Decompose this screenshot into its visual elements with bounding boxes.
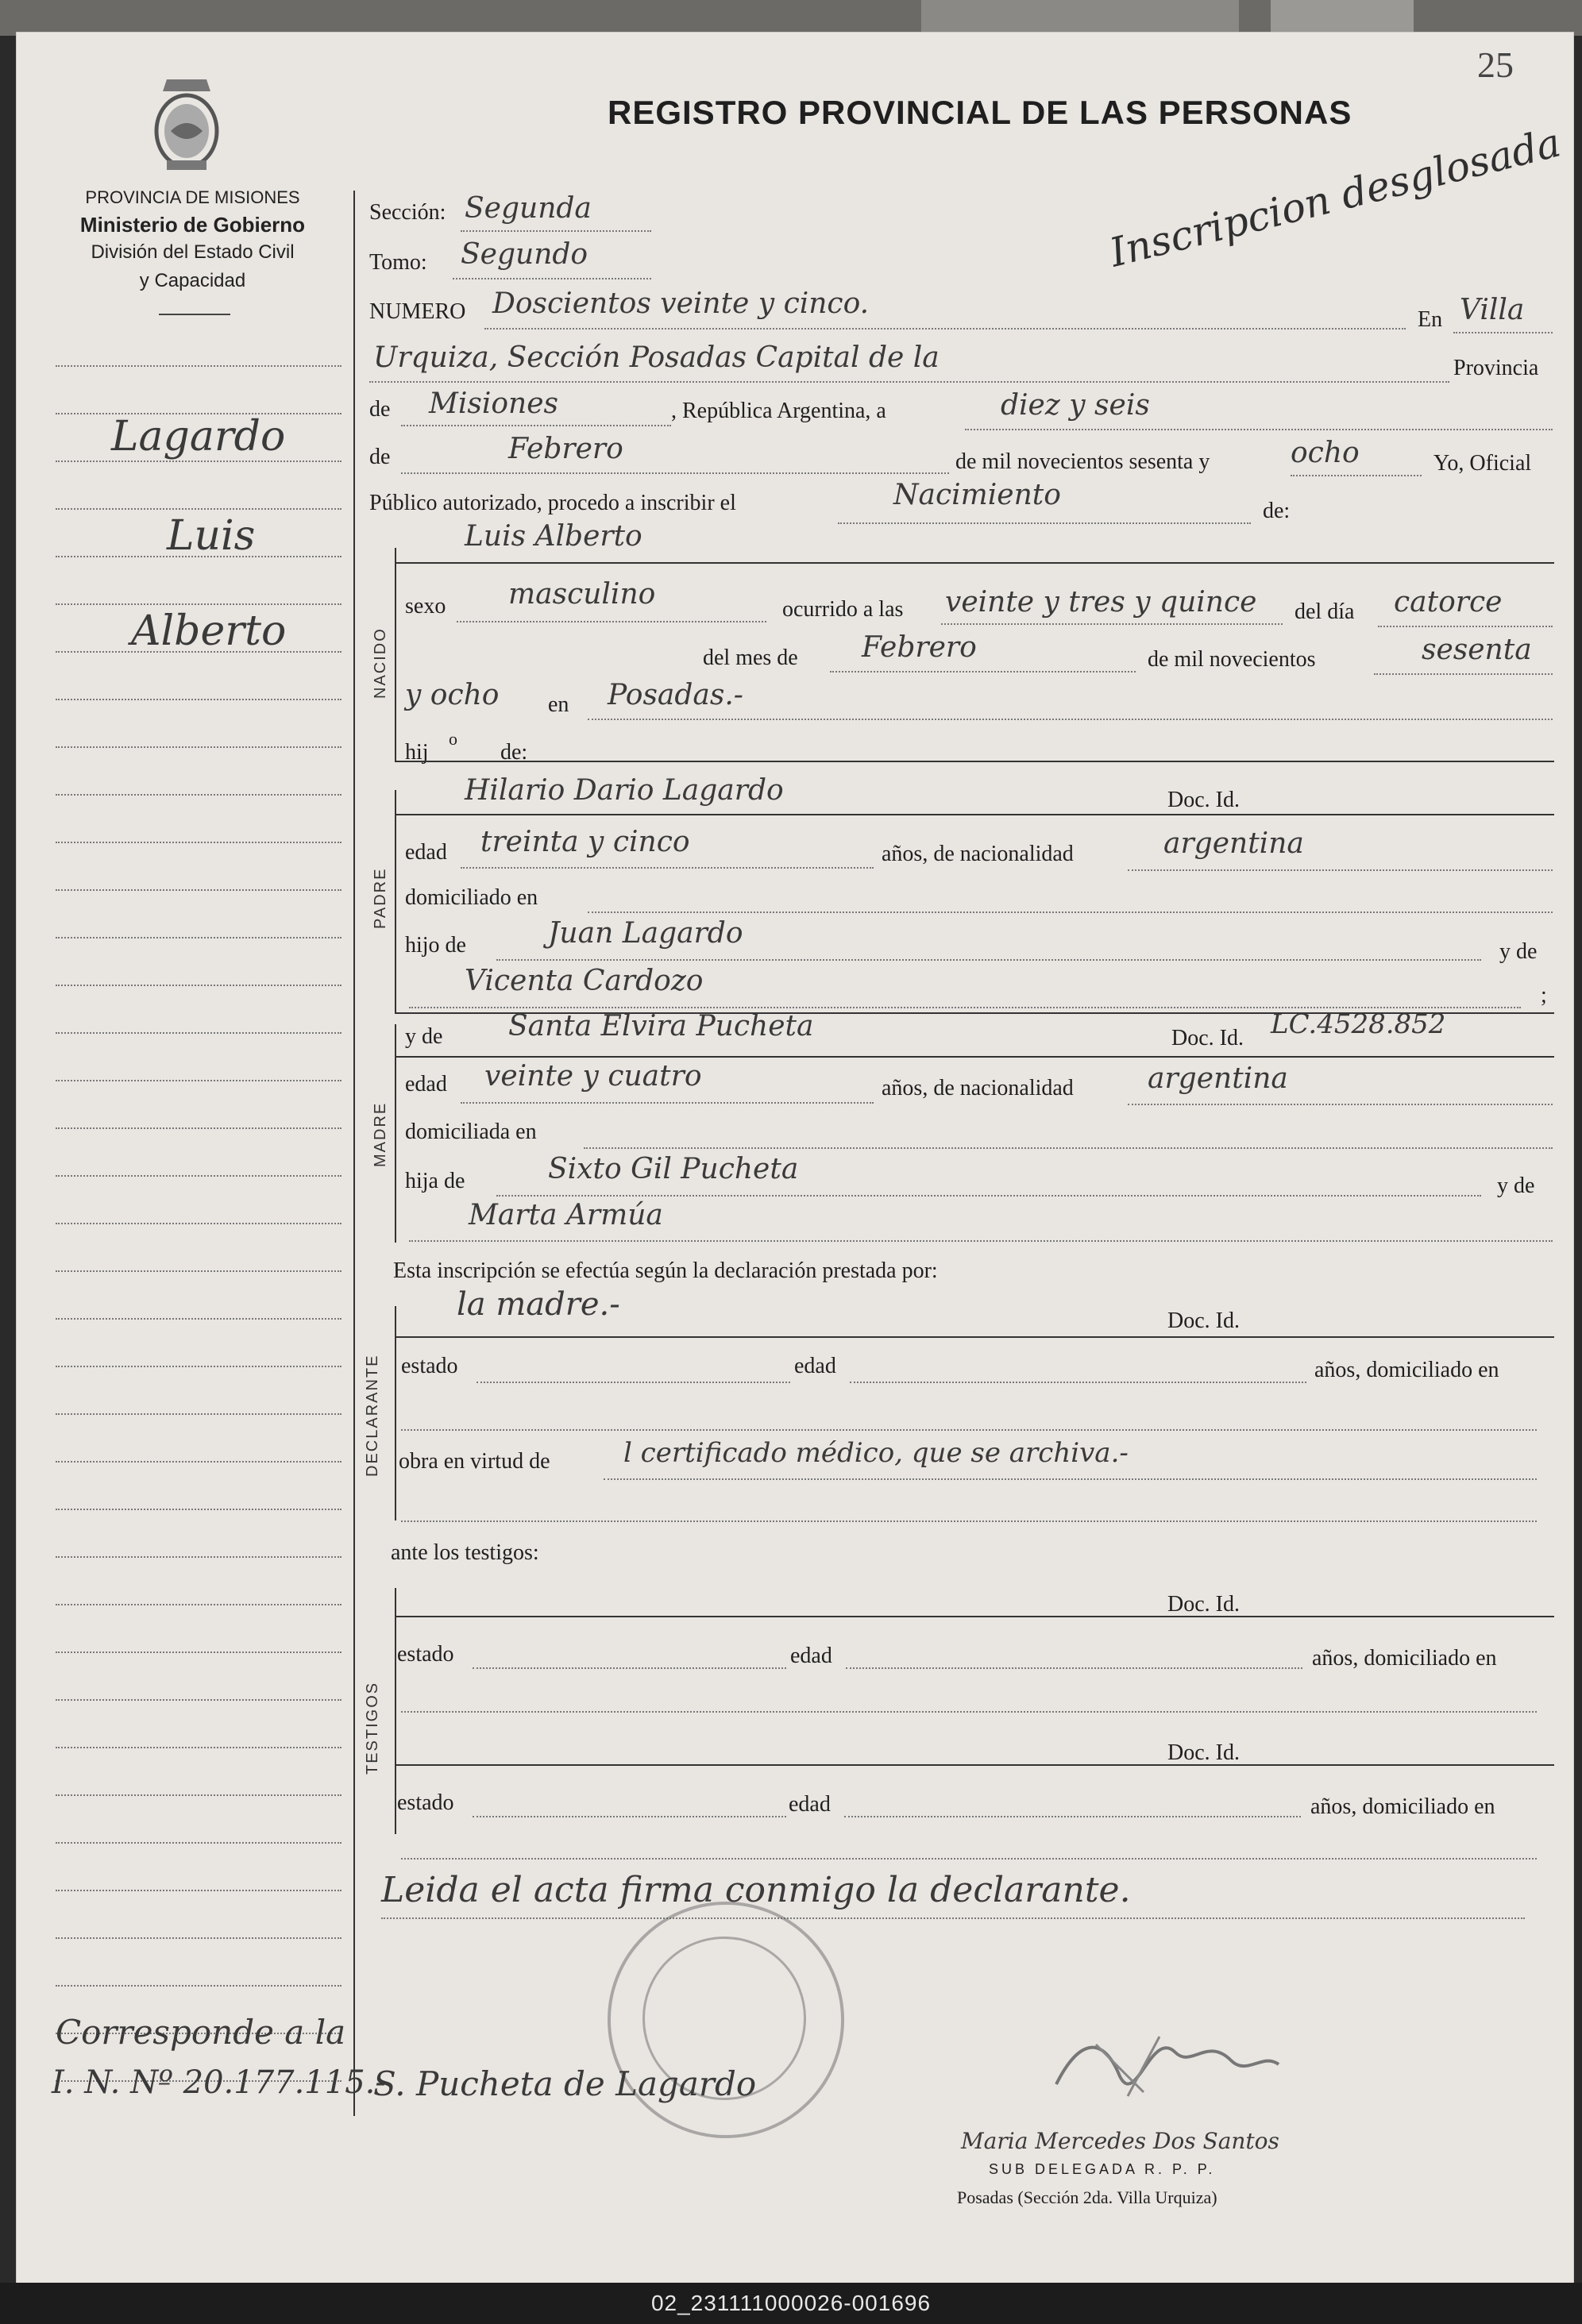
margin-ruled-line — [56, 889, 341, 891]
anio-line — [1291, 475, 1422, 476]
dia-nac-value: catorce — [1394, 586, 1503, 619]
margin-ruled-line — [56, 985, 341, 986]
obra-line — [604, 1478, 1537, 1480]
oficial-name: Maria Mercedes Dos Santos — [961, 2128, 1279, 2154]
margin-ruled-line — [56, 1127, 341, 1129]
document-title: REGISTRO PROVINCIAL DE LAS PERSONAS — [608, 94, 1352, 131]
nacido-section-label: NACIDO — [372, 627, 389, 699]
en-nac-label: en — [548, 692, 569, 717]
abuelo-line — [496, 959, 1481, 961]
margin-ruled-line — [56, 1509, 341, 1510]
declarante-edad-line — [850, 1382, 1306, 1383]
madre-yde-label: y de — [405, 1024, 443, 1049]
madre-doc-value: LC.4528.852 — [1271, 1008, 1446, 1040]
declarante-estado-line — [477, 1382, 790, 1383]
abuelo-m-value: Sixto Gil Pucheta — [548, 1153, 799, 1185]
margin-ruled-line — [56, 1080, 341, 1081]
cierre-line — [381, 1917, 1525, 1919]
tomo-line — [453, 278, 651, 279]
margin-ruled-line — [56, 1366, 341, 1367]
margin-ruled-line — [56, 794, 341, 796]
abuelo-m-line — [496, 1195, 1481, 1197]
seccion-label: Sección: — [369, 200, 446, 225]
numero-label: NUMERO — [369, 299, 466, 324]
annotation-stamp: Inscripcion desglosada — [1105, 119, 1565, 276]
madre-nac-value: argentina — [1148, 1062, 1288, 1095]
oficial-label: Yo, Oficial — [1433, 451, 1532, 476]
binder-tab — [921, 0, 1239, 33]
testigos-label: ante los testigos: — [391, 1540, 539, 1565]
margin-ruled-line — [56, 1890, 341, 1891]
mes-nac-label: del mes de — [703, 646, 798, 670]
cierre-value: Leida el acta firma conmigo la declarante. — [381, 1870, 1131, 1910]
declarante-value: la madre.- — [457, 1286, 620, 1323]
margin-ruled-line — [56, 1747, 341, 1748]
official-signature-icon — [1048, 2021, 1287, 2108]
testigo1-name-line — [395, 1616, 1554, 1617]
abuelo-value: Juan Lagardo — [548, 917, 743, 950]
padre-edad-line — [461, 867, 874, 869]
padre-doc-label: Doc. Id. — [1167, 788, 1240, 812]
madre-domicilio-line — [584, 1147, 1553, 1149]
madre-hijade-label: hija de — [405, 1169, 465, 1193]
testigo2-domicilio-line — [401, 1858, 1537, 1860]
hora-value: veinte y tres y quince — [945, 586, 1257, 619]
margin-ruled-line — [56, 937, 341, 938]
numero-value: Doscientos veinte y cinco. — [492, 287, 870, 320]
deldia-label: del día — [1295, 599, 1355, 624]
margin-ruled-line — [56, 1556, 341, 1558]
madre-nac-line — [1128, 1104, 1553, 1105]
padre-edad-label: edad — [405, 840, 447, 865]
mes-nac-line — [830, 671, 1136, 673]
binder-tab — [1271, 0, 1414, 33]
margin-ruled-line — [56, 508, 341, 510]
province-crest-icon — [151, 71, 222, 175]
anio-nac2-value: y ocho — [405, 679, 500, 711]
margin-ruled-line — [56, 842, 341, 843]
anio-nac-line — [1374, 673, 1553, 675]
margin-ruled-line — [56, 1604, 341, 1605]
footer-bar — [0, 2283, 1582, 2324]
tomo-value: Segundo — [461, 238, 588, 271]
ministry-label: Ministerio de Gobierno — [79, 213, 306, 237]
oficial-place: Posadas (Sección 2da. Villa Urquiza) — [957, 2187, 1217, 2207]
testigo2-edad-label: edad — [789, 1792, 831, 1817]
madre-name-line — [395, 1056, 1554, 1058]
testigo2-estado-line — [473, 1816, 786, 1817]
republica-label: , República Argentina, a — [671, 399, 886, 423]
madre-name-value: Santa Elvira Pucheta — [508, 1010, 814, 1043]
testigo1-estado-label: estado — [397, 1642, 454, 1667]
en-line — [1453, 332, 1553, 333]
dia-nac-line — [1378, 626, 1553, 627]
padre-name-line — [395, 814, 1554, 815]
sexo-line — [457, 621, 766, 622]
obra-label: obra en virtud de — [399, 1449, 550, 1474]
acto-line — [838, 522, 1251, 524]
testigo1-edad-label: edad — [790, 1644, 832, 1668]
seccion-line — [461, 230, 651, 232]
margin-ruled-line — [56, 1318, 341, 1320]
margin-ruled-line — [56, 1651, 341, 1653]
testigo2-estado-label: estado — [397, 1790, 454, 1815]
margin-note-1: Corresponde a la — [56, 2013, 346, 2052]
margin-ruled-line — [56, 699, 341, 700]
child-name-value: Luis Alberto — [465, 520, 642, 553]
abuela-m-line — [409, 1240, 1553, 1242]
de-label: de — [369, 397, 391, 422]
line2-line — [369, 381, 1449, 383]
obra-value: l certificado médico, que se archiva.- — [623, 1437, 1129, 1469]
publico-label: Público autorizado, procedo a inscribir el — [369, 491, 736, 515]
mes-line — [401, 472, 949, 474]
lugar-line — [588, 719, 1553, 720]
padre-yde-label: y de — [1499, 939, 1538, 964]
declarante-doc-label: Doc. Id. — [1167, 1308, 1240, 1333]
provincia-label: Provincia — [1453, 356, 1539, 380]
province-label: PROVINCIA DE MISIONES — [85, 187, 300, 207]
margin-rule — [353, 191, 355, 2116]
padre-nac-line — [1128, 869, 1553, 871]
firma-declarante: S. Pucheta de Lagardo — [373, 2064, 757, 2103]
obra-line-2 — [401, 1520, 1537, 1522]
acto-value: Nacimiento — [893, 479, 1061, 511]
madre-edad-value: veinte y cuatro — [484, 1060, 702, 1093]
hij-label: hij — [405, 740, 429, 765]
hij-de-label: de: — [500, 740, 528, 765]
margin-note-2: I. N. Nº 20.177.115.- — [52, 2064, 386, 2101]
sexo-value: masculino — [508, 578, 656, 611]
madre-section-label: MADRE — [372, 1101, 389, 1167]
tomo-label: Tomo: — [369, 250, 427, 275]
page-number: 25 — [1477, 44, 1514, 85]
declarante-estado-label: estado — [401, 1354, 458, 1378]
padre-semicolon: ; — [1541, 983, 1547, 1008]
padre-hijode-label: hijo de — [405, 933, 466, 958]
declarante-section-label: DECLARANTE — [364, 1354, 381, 1477]
margin-ruled-line — [56, 603, 341, 605]
testigo1-doc-label: Doc. Id. — [1167, 1592, 1240, 1617]
padre-nac-value: argentina — [1163, 827, 1304, 860]
mil-label: de mil novecientos sesenta y — [955, 449, 1210, 474]
testigo1-domicilio-line — [401, 1711, 1537, 1713]
testigo2-anos-label: años, domiciliado en — [1310, 1794, 1495, 1819]
madre-yde2-label: y de — [1497, 1174, 1535, 1198]
nacido-bottom-line — [395, 761, 1554, 762]
padre-domicilio-label: domiciliado en — [405, 885, 538, 910]
margin-middlename: Alberto — [131, 607, 287, 655]
declarante-domicilio-line — [401, 1429, 1537, 1431]
hora-line — [941, 623, 1283, 625]
anio-value: ocho — [1291, 437, 1360, 469]
declarante-anos-label: años, domiciliado en — [1314, 1358, 1499, 1382]
ocurrido-label: ocurrido a las — [782, 597, 904, 622]
top-strip — [0, 0, 1582, 36]
provincia-line — [401, 425, 671, 426]
testigo1-anos-label: años, domiciliado en — [1312, 1646, 1497, 1671]
margin-ruled-line — [56, 1223, 341, 1224]
margin-ruled-line — [56, 1842, 341, 1844]
madre-domicilio-label: domiciliada en — [405, 1120, 537, 1144]
declarante-bar — [395, 1306, 396, 1520]
madre-doc-label: Doc. Id. — [1171, 1026, 1244, 1050]
declarante-name-line — [395, 1336, 1554, 1338]
seccion-value: Segunda — [465, 192, 592, 225]
margin-ruled-line — [56, 1175, 341, 1177]
en-value: Villa — [1460, 294, 1525, 326]
madre-edad-line — [461, 1102, 874, 1104]
nacido-bar — [395, 548, 396, 761]
madre-anos-label: años, de nacionalidad — [882, 1076, 1074, 1100]
testigos-section-label: TESTIGOS — [364, 1681, 381, 1775]
margin-ruled-line — [56, 1270, 341, 1272]
margin-ruled-line — [56, 1794, 341, 1796]
capacity-label: y Capacidad — [139, 270, 246, 291]
testigo2-edad-line — [844, 1816, 1301, 1817]
padre-name-value: Hilario Dario Lagardo — [465, 774, 784, 807]
de2-label: de — [369, 445, 391, 469]
footer-id: 02_231111000026-001696 — [650, 2291, 932, 2315]
margin-ruled-line — [56, 1985, 341, 1987]
en-label: En — [1418, 307, 1443, 332]
division-label: División del Estado Civil — [91, 241, 295, 263]
padre-edad-value: treinta y cinco — [480, 826, 690, 858]
margin-ruled-line — [56, 1413, 341, 1415]
abuela-value: Vicenta Cardozo — [465, 965, 704, 997]
margin-ruled-line — [56, 461, 341, 462]
margin-ruled-line — [56, 746, 341, 748]
testigos-bar — [395, 1588, 396, 1834]
anio-nac-value: sesenta — [1422, 634, 1532, 666]
mes-value: Febrero — [508, 433, 623, 465]
margin-surname: Lagardo — [111, 413, 286, 461]
dia-value: diez y seis — [1001, 389, 1150, 422]
de3-label: de: — [1263, 499, 1291, 523]
margin-ruled-line — [56, 1461, 341, 1463]
provincia-value: Misiones — [429, 387, 559, 420]
testigo1-estado-line — [473, 1667, 786, 1669]
padre-anos-label: años, de nacionalidad — [882, 842, 1074, 866]
padre-section-label: PADRE — [372, 867, 389, 929]
testigo2-doc-label: Doc. Id. — [1167, 1740, 1240, 1765]
line2-value: Urquiza, Sección Posadas Capital de la — [373, 341, 940, 374]
madre-edad-label: edad — [405, 1072, 447, 1096]
padre-domicilio-line — [588, 911, 1553, 913]
dia-line — [965, 429, 1553, 430]
declaracion-label: Esta inscripción se efectúa según la declaración prestada por: — [393, 1258, 938, 1283]
header-divider — [159, 314, 230, 315]
mil-nac-label: de mil novecientos — [1148, 647, 1316, 672]
abuela-m-value: Marta Armúa — [469, 1199, 663, 1231]
margin-ruled-line — [56, 1699, 341, 1701]
lugar-value: Posadas.- — [608, 679, 743, 711]
declarante-edad-label: edad — [794, 1354, 836, 1378]
testigo1-edad-line — [846, 1667, 1302, 1669]
numero-line — [484, 328, 1406, 330]
hij-suffix: o — [449, 729, 457, 749]
mes-nac-value: Febrero — [862, 631, 977, 664]
margin-ruled-line — [56, 365, 341, 367]
oficial-title: SUB DELEGADA R. P. P. — [989, 2161, 1216, 2177]
padre-bar — [395, 790, 396, 1012]
margin-ruled-line — [56, 1032, 341, 1034]
margin-ruled-line — [56, 1937, 341, 1939]
margin-firstname: Luis — [167, 512, 256, 560]
testigo2-name-line — [395, 1764, 1554, 1766]
sexo-label: sexo — [405, 594, 446, 619]
child-name-line — [395, 562, 1554, 564]
